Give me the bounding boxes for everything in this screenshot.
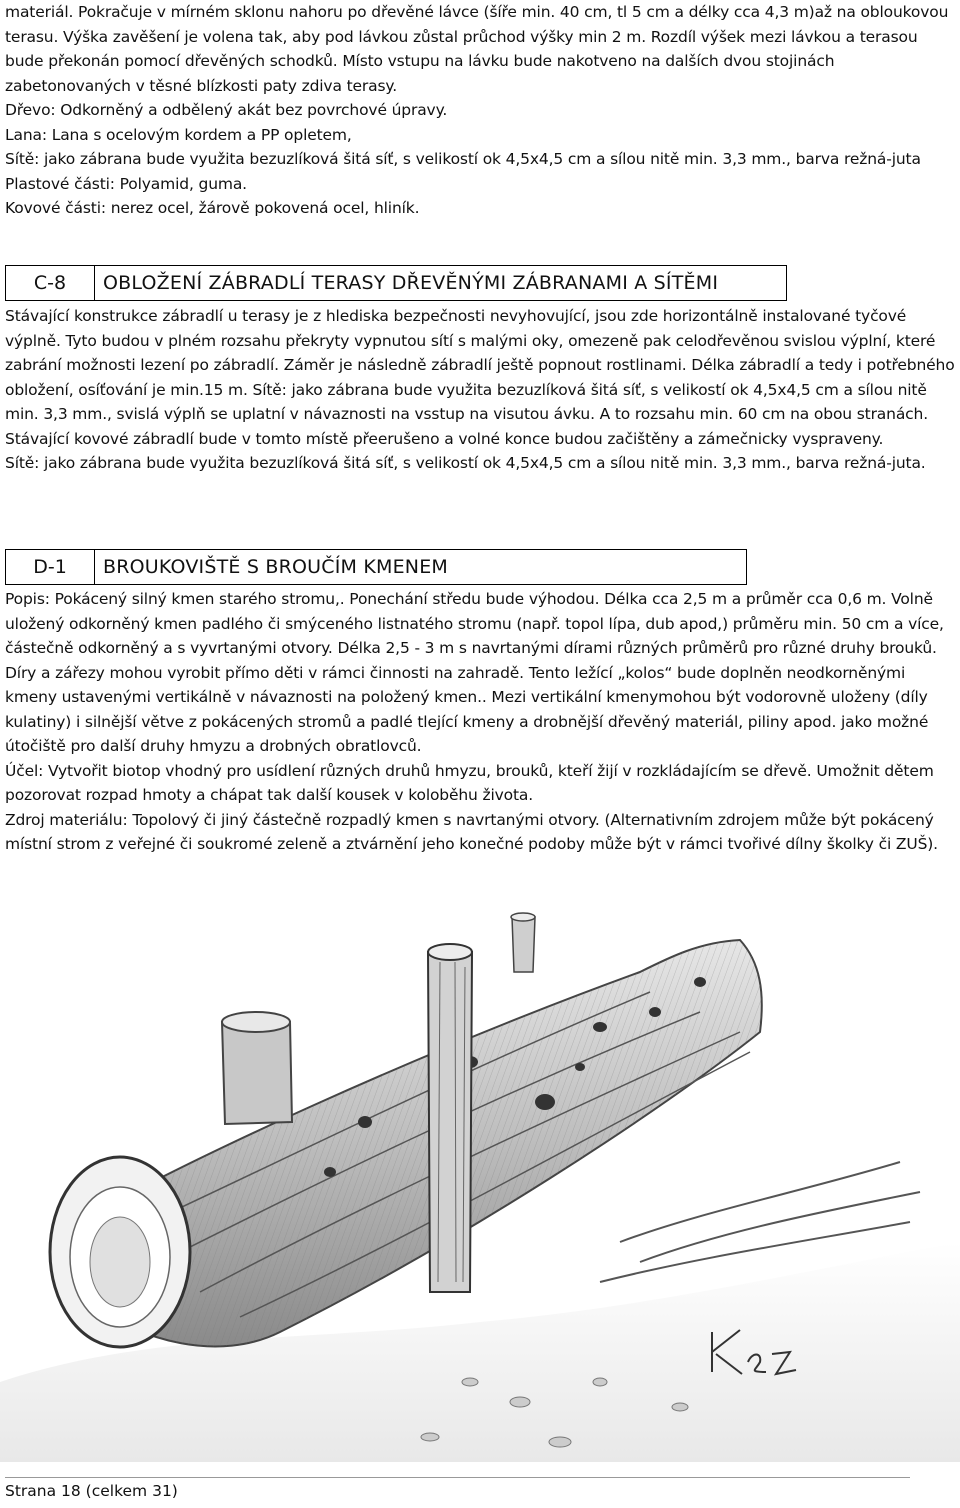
section-c7-text <box>5 0 955 221</box>
paragraph: Zdroj materiálu: Topolový či jiný částečně rozpadlý kmen s navrtanými otvory. (Alternativním zdrojem může být pokácený místní strom z veřejné či soukromé zeleně a ztvárnění jeho konečné podoby může být v rámci tvořivé dílny školky či ZUŠ). <box>5 810 938 853</box>
paragraph: materiál. Pokračuje v mírném sklonu nahoru po dřevěné lávce (šíře min. 40 cm, tl 5 cm a délky cca 4,3 m)až na obloukovou terasu. Výška zavěšení je volena tak, aby pod lávkou zůstal průchod výšky min 2 m. Rozdíl výšek mezi lávkou a terasou bude překonán pomocí dřevěných schodků. Místo vstupu na lávku bude nakotveno na dalších dvou stojinách zabetonovaných v těsné blízkosti paty zdiva terasy. <box>5 3 949 95</box>
section-c8-text <box>5 304 955 476</box>
section-code: D-1 <box>6 550 95 584</box>
paragraph: Sítě: jako zábrana bude využita bezuzlíková šitá síť, s velikostí ok 4,5x4,5 cm a sílou nitě min. 3,3 mm., barva režná-juta <box>5 150 921 168</box>
section-heading-c8 <box>5 265 787 301</box>
paragraph: Plastové části: Polyamid, guma. <box>5 174 247 193</box>
paragraph: Dřevo: Odkorněný a odbělený akát bez povrchové úpravy. <box>5 101 448 119</box>
paragraph: Kovové části: nerez ocel, žárově pokovená ocel, hliník. <box>5 199 420 217</box>
paragraph: Sítě: jako zábrana bude využita bezuzlíková šitá síť, s velikostí ok 4,5x4,5 cm a sílou nitě min. 3,3 mm., barva režná-juta. <box>5 454 926 472</box>
pencil-sketch-log-icon <box>0 862 960 1467</box>
section-d1-text <box>5 587 955 857</box>
paragraph: Popis: Pokácený silný kmen starého stromu,. Ponechání středu bude výhodou. Délka cca 2,5 m a průměr cca 0,6 m. Volně uložený odkorněný kmen padlého či smýceného listnatého stromu (např. topol lípa, dub apod,) průměru min. 50 cm a více, částečně odkorněný a s vyvrtanými otvory. Délka 2,5 - 3 m s navrtanými dírami různých průměrů pro různé druhy brouků. Díry a zářezy mohou vyrobit přímo děti v rámci činnosti na zahradě. Tento ležící „kolos“ bude doplněn neodkorněnými kmeny ustavenými vertikálně v návaznosti na položený kmen.. Mezi vertikální kmenymohou být vodorovně uloženy (díly kulatiny) i silnější větve z pokácených stromů a padlé tlející kmeny a drobnější dřevěný materiál, piliny apod. jako možné útočiště pro další druhy hmyzu a drobných obratlovců. <box>5 590 944 755</box>
paragraph: Lana: Lana s ocelovým kordem a PP opletem, <box>5 125 352 144</box>
paragraph: Účel: Vytvořit biotop vhodný pro usídlení různých druhů hmyzu, brouků, kteří žijí v rozkládajícím se dřevě. Umožnit dětem pozorovat rozpad hmoty a chápat tak další kousek v koloběhu života. <box>5 761 934 804</box>
section-code: C-8 <box>6 266 95 300</box>
section-heading-d1 <box>5 549 747 585</box>
section-title: OBLOŽENÍ ZÁBRADLÍ TERASY DŘEVĚNÝMI ZÁBRANAMI A SÍTĚMI <box>103 272 719 294</box>
page-number: Strana 18 (celkem 31) <box>5 1482 178 1500</box>
paragraph: Stávající konstrukce zábradlí u terasy je z hlediska bezpečnosti nevyhovující, jsou zde horizontálně instalované tyčové výplně. Tyto budou v plném rozsahu překryty vypnutou sítí s malými oky, omezeně pak celodřevěnou svislou výplní, které zabrání možnosti lezení po zábradlí. Záměr je následně zábradlí ještě popnout rostlinami. Délka zábradlí a tedy i potřebného obložení, osíťování je min.15 m. Sítě: jako zábrana bude využita bezuzlíková šitá síť, s velikostí ok 4,5x4,5 cm a sílou nitě min. 3,3 mm., svislá výplň se uplatní v návaznosti na vsstup na visutou ávku. A to rozsahu min. 60 cm na obou stranách. Stávající kovové zábradlí bude v tomto místě přeerušeno a volné konce budou začištěny a zámečnicky vyspraveny. <box>5 307 955 448</box>
footer-divider <box>5 1477 910 1478</box>
section-title: BROUKOVIŠTĚ S BROUČÍM KMENEM <box>103 556 449 578</box>
